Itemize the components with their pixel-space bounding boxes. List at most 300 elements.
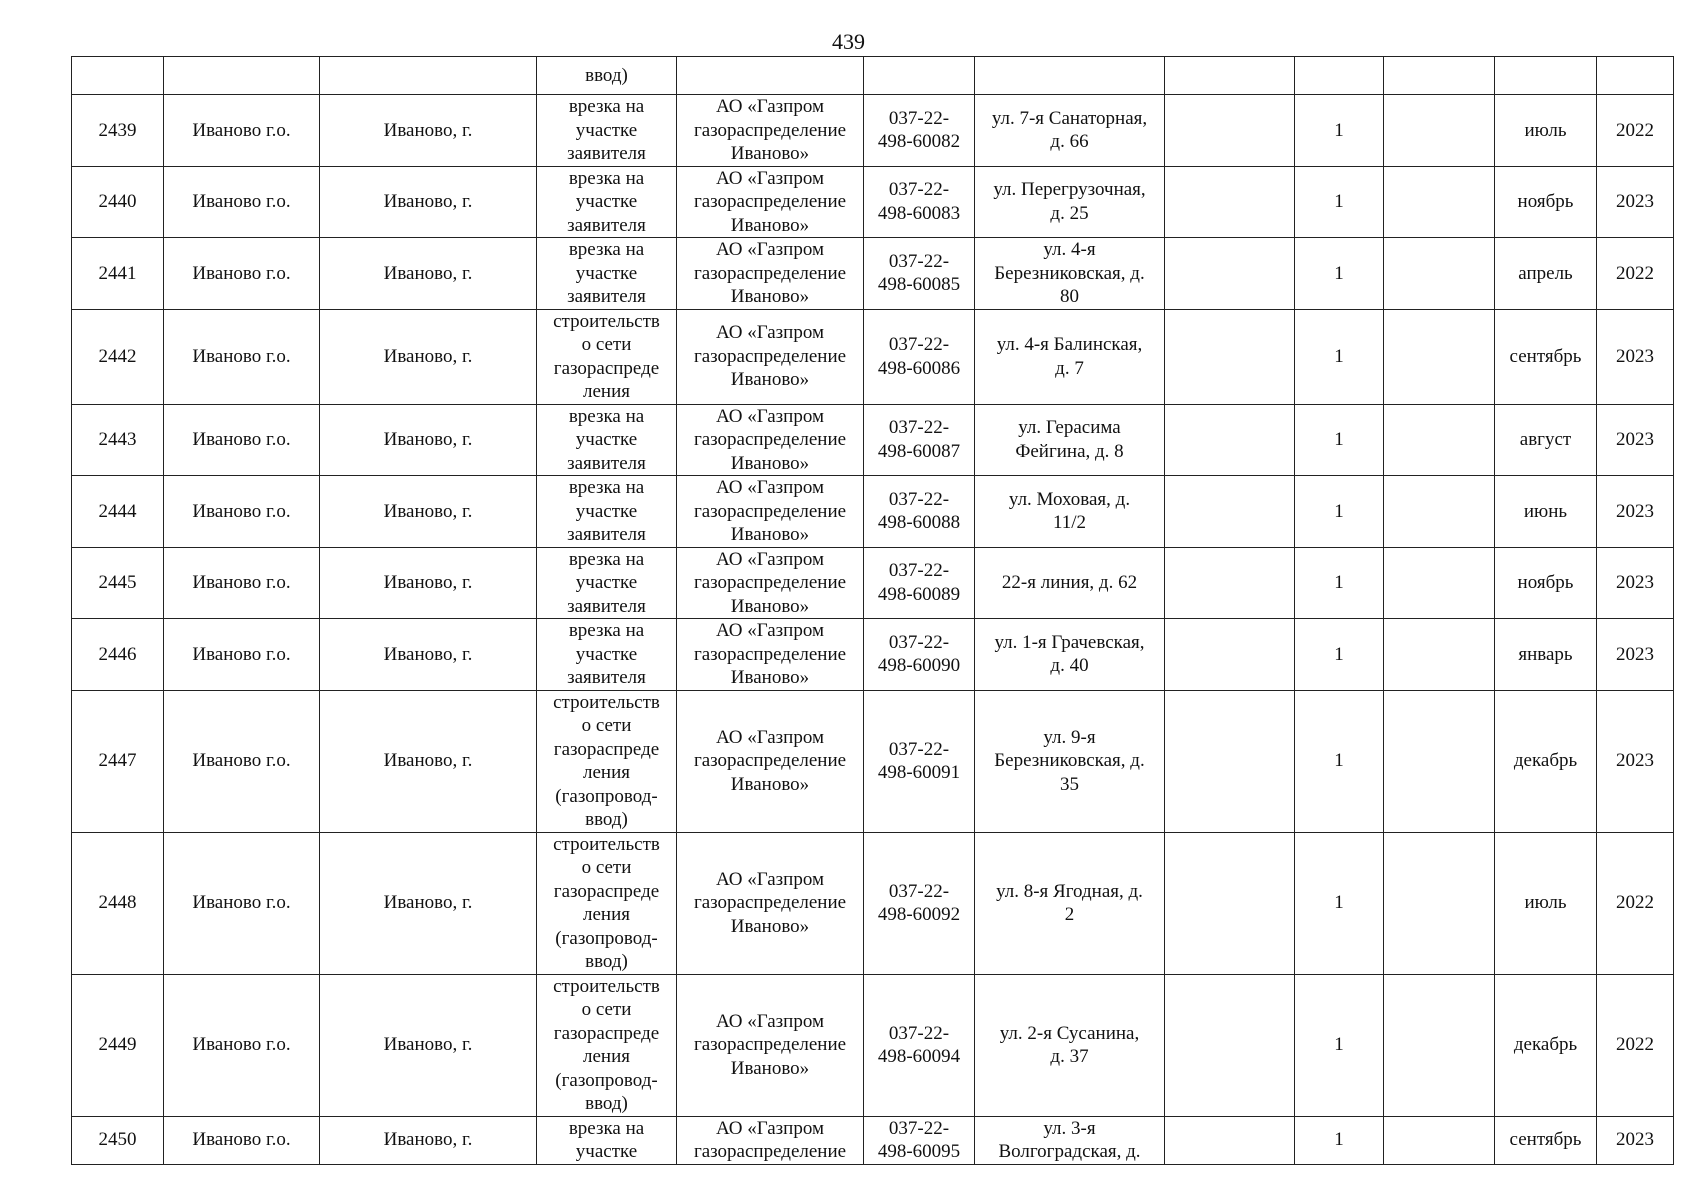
cell-number: 2444: [72, 476, 164, 548]
cell-line: о сети: [581, 999, 632, 1020]
cell-address: [975, 309, 1165, 404]
cell-line: ул. Моховая, д.: [1008, 488, 1131, 510]
cell-empty: [320, 57, 537, 95]
table-row: [72, 476, 1674, 548]
cell-year: 2023: [1597, 547, 1674, 619]
cell-locality: Иваново, г.: [320, 832, 537, 974]
cell-line: заявителя: [567, 595, 646, 617]
cell-line: 35: [1060, 773, 1079, 795]
cell-code: [864, 619, 975, 691]
cell-line: ления: [583, 904, 630, 925]
cell-organization: [677, 166, 864, 238]
table-row: [72, 166, 1674, 238]
cell-locality: Иваново, г.: [320, 619, 537, 691]
cell-address: [975, 690, 1165, 832]
cell-empty: [1384, 547, 1495, 619]
cell-empty: [1384, 476, 1495, 548]
cell-line: газораспреде: [553, 880, 660, 902]
cell-line: 037-22-: [888, 1117, 950, 1139]
cell-organization: [677, 974, 864, 1116]
cell-line: 037-22-: [888, 631, 950, 653]
cell-month: сентябрь: [1495, 1116, 1597, 1164]
cell-code: [864, 95, 975, 167]
cell-line: заявителя: [567, 524, 646, 545]
cell-line: д. 66: [1050, 131, 1089, 153]
cell-number: 2446: [72, 619, 164, 691]
cell-quantity: 1: [1295, 547, 1384, 619]
cell-line: участке: [575, 500, 638, 522]
cell-line: 22-я линия, д. 62: [1001, 572, 1138, 593]
cell-district: Иваново г.о.: [164, 619, 320, 691]
cell-empty: [1165, 404, 1295, 476]
cell-district: Иваново г.о.: [164, 166, 320, 238]
cell-line: ул. 3-я: [1043, 1117, 1096, 1139]
cell-organization: [677, 547, 864, 619]
cell-month: август: [1495, 404, 1597, 476]
cell-empty: [677, 57, 864, 95]
cell-line: 498-60094: [877, 1046, 961, 1067]
cell-line: ул. Перегрузочная,: [993, 179, 1146, 201]
cell-code: [864, 832, 975, 974]
cell-line: о сети: [581, 334, 632, 355]
cell-line: газораспределение: [693, 262, 847, 284]
cell-work-type: [537, 619, 677, 691]
cell-line: заявителя: [567, 286, 646, 307]
cell-locality: Иваново, г.: [320, 166, 537, 238]
table-row: [72, 832, 1674, 974]
cell-number: 2447: [72, 690, 164, 832]
table-row: [72, 404, 1674, 476]
cell-address: [975, 832, 1165, 974]
cell-quantity: 1: [1295, 476, 1384, 548]
cell-line: газораспреде: [553, 357, 660, 379]
cell-month: январь: [1495, 619, 1597, 691]
cell-line: Иваново»: [730, 915, 810, 937]
cell-code: [864, 690, 975, 832]
cell-line: Волгоградская, д.: [998, 1141, 1141, 1162]
cell-line: 498-60089: [877, 583, 961, 605]
cell-empty: [1384, 832, 1495, 974]
cell-line: Фейгина, д. 8: [1015, 440, 1124, 462]
cell-work-type: [537, 1116, 677, 1164]
cell-line: ул. 2-я Сусанина,: [999, 1022, 1140, 1044]
cell-year: 2022: [1597, 832, 1674, 974]
cell-line: врезка на: [568, 239, 645, 260]
cell-line: врезка на: [568, 1117, 645, 1139]
table-row: [72, 974, 1674, 1116]
cell-locality: Иваново, г.: [320, 476, 537, 548]
cell-line: 037-22-: [888, 417, 950, 439]
cell-code: [864, 404, 975, 476]
cell-line: врезка на: [568, 548, 645, 570]
cell-empty: [164, 57, 320, 95]
table-row: [72, 309, 1674, 404]
cell-work-type: [537, 690, 677, 832]
cell-line: заявителя: [567, 214, 646, 236]
cell-district: Иваново г.о.: [164, 547, 320, 619]
cell-line: заявителя: [567, 143, 646, 164]
cell-empty: [1165, 974, 1295, 1116]
cell-address: [975, 547, 1165, 619]
cell-line: АО «Газпром: [715, 1117, 825, 1139]
cell-empty: [1495, 57, 1597, 95]
cell-line: Иваново»: [730, 143, 810, 164]
cell-address: [975, 1116, 1165, 1164]
cell-line: 498-60082: [877, 131, 961, 153]
cell-district: Иваново г.о.: [164, 690, 320, 832]
cell-organization: [677, 832, 864, 974]
cell-number: 2445: [72, 547, 164, 619]
cell-empty: [975, 57, 1165, 95]
cell-line: врезка на: [568, 167, 645, 189]
cell-work-type: [537, 166, 677, 238]
cell-work-type: [537, 974, 677, 1116]
table-row: [72, 619, 1674, 691]
cell-line: 037-22-: [888, 250, 950, 272]
cell-quantity: 1: [1295, 619, 1384, 691]
cell-empty: [1384, 95, 1495, 167]
cell-organization: [677, 690, 864, 832]
cell-quantity: 1: [1295, 95, 1384, 167]
cell-address: [975, 619, 1165, 691]
cell-line: газораспределение: [693, 643, 847, 665]
cell-line: 498-60088: [877, 512, 961, 534]
cell-line: ул. 4-я Балинская,: [996, 334, 1143, 355]
cell-empty: [1165, 166, 1295, 238]
cell-line: 037-22-: [888, 107, 950, 129]
cell-code: [864, 238, 975, 310]
cell-quantity: 1: [1295, 1116, 1384, 1164]
table-row: [72, 1116, 1674, 1164]
cell-line: газораспреде: [553, 1022, 660, 1044]
cell-quantity: 1: [1295, 690, 1384, 832]
cell-line: Иваново»: [730, 452, 810, 474]
cell-empty: [1384, 974, 1495, 1116]
cell-empty: [1165, 309, 1295, 404]
cell-line: АО «Газпром: [715, 167, 825, 189]
cell-quantity: 1: [1295, 238, 1384, 310]
gas-connection-table: [71, 56, 1674, 1165]
cell-month: июль: [1495, 95, 1597, 167]
cell-line: АО «Газпром: [715, 477, 825, 498]
cell-number: 2441: [72, 238, 164, 310]
page-number: 439: [832, 29, 865, 54]
cell-locality: Иваново, г.: [320, 547, 537, 619]
cell-number: 2449: [72, 974, 164, 1116]
cell-number: 2442: [72, 309, 164, 404]
cell-line: врезка на: [568, 96, 645, 117]
cell-line: 498-60092: [877, 904, 961, 925]
cell-organization: [677, 619, 864, 691]
cell-work-type: ввод): [537, 57, 677, 95]
cell-line: 498-60091: [877, 762, 961, 783]
cell-line: ления: [583, 762, 630, 783]
cell-code: [864, 476, 975, 548]
cell-quantity: 1: [1295, 832, 1384, 974]
cell-line: ул. 9-я: [1043, 726, 1096, 748]
cell-locality: Иваново, г.: [320, 95, 537, 167]
cell-line: 037-22-: [888, 1022, 950, 1044]
cell-line: Иваново»: [730, 1057, 810, 1079]
cell-line: участке: [575, 119, 638, 141]
cell-empty: [1384, 690, 1495, 832]
cell-month: ноябрь: [1495, 166, 1597, 238]
cell-organization: [677, 1116, 864, 1164]
cell-empty: [1165, 476, 1295, 548]
cell-line: Иваново»: [730, 286, 810, 307]
cell-line: ления: [583, 1046, 630, 1067]
cell-line: (газопровод-: [555, 1069, 658, 1091]
cell-quantity: 1: [1295, 166, 1384, 238]
cell-organization: [677, 238, 864, 310]
cell-empty: [1384, 619, 1495, 691]
cell-line: участке: [575, 262, 638, 284]
cell-line: ул. 4-я: [1043, 239, 1096, 260]
cell-line: 2: [1064, 904, 1075, 925]
cell-line: газораспределение: [693, 1034, 847, 1056]
cell-number: 2440: [72, 166, 164, 238]
cell-line: заявителя: [567, 452, 646, 474]
cell-line: АО «Газпром: [715, 239, 825, 260]
cell-district: Иваново г.о.: [164, 1116, 320, 1164]
cell-line: газораспределение: [693, 191, 847, 212]
cell-locality: Иваново, г.: [320, 690, 537, 832]
cell-line: (газопровод-: [555, 927, 658, 949]
cell-district: Иваново г.о.: [164, 95, 320, 167]
table-row: [72, 690, 1674, 832]
cell-quantity: 1: [1295, 404, 1384, 476]
cell-line: газораспределение: [693, 892, 847, 914]
cell-number: 2443: [72, 404, 164, 476]
table-row: [72, 547, 1674, 619]
cell-empty: [1384, 57, 1495, 95]
cell-line: АО «Газпром: [715, 868, 825, 890]
cell-line: о сети: [581, 857, 632, 878]
cell-work-type: [537, 547, 677, 619]
cell-line: ления: [583, 381, 630, 402]
cell-locality: Иваново, г.: [320, 404, 537, 476]
cell-code: [864, 1116, 975, 1164]
cell-locality: Иваново, г.: [320, 974, 537, 1116]
cell-line: газораспределение: [693, 345, 847, 367]
cell-line: (газопровод-: [555, 785, 658, 807]
cell-line: 498-60086: [877, 357, 961, 379]
cell-year: 2023: [1597, 476, 1674, 548]
table-row: [72, 95, 1674, 167]
table-row-continuation: [72, 57, 1674, 95]
cell-locality: Иваново, г.: [320, 238, 537, 310]
cell-line: Березниковская, д.: [994, 262, 1145, 284]
cell-line: газораспреде: [553, 738, 660, 760]
cell-organization: [677, 476, 864, 548]
cell-empty: [1165, 690, 1295, 832]
cell-line: газораспределение: [693, 429, 847, 450]
cell-line: д. 37: [1050, 1046, 1089, 1067]
cell-empty: [1165, 619, 1295, 691]
cell-empty: [1384, 1116, 1495, 1164]
cell-line: АО «Газпром: [715, 548, 825, 570]
cell-line: газораспределение: [693, 500, 847, 522]
cell-empty: [1165, 1116, 1295, 1164]
cell-line: 80: [1060, 286, 1079, 307]
cell-line: 498-60083: [877, 202, 961, 224]
cell-empty: [864, 57, 975, 95]
cell-address: [975, 238, 1165, 310]
cell-district: Иваново г.о.: [164, 476, 320, 548]
cell-locality: Иваново, г.: [320, 1116, 537, 1164]
cell-code: [864, 309, 975, 404]
cell-work-type: [537, 309, 677, 404]
cell-line: 037-22-: [888, 560, 950, 582]
cell-code: [864, 547, 975, 619]
cell-line: врезка на: [568, 405, 645, 427]
cell-address: [975, 166, 1165, 238]
cell-month: ноябрь: [1495, 547, 1597, 619]
cell-line: д. 40: [1050, 655, 1089, 677]
cell-empty: [1597, 57, 1674, 95]
cell-month: июнь: [1495, 476, 1597, 548]
cell-line: участке: [575, 1141, 638, 1162]
cell-empty: [1165, 95, 1295, 167]
cell-district: Иваново г.о.: [164, 974, 320, 1116]
cell-work-type: [537, 404, 677, 476]
cell-year: 2023: [1597, 309, 1674, 404]
cell-empty: [1165, 832, 1295, 974]
cell-line: ввод): [585, 809, 628, 830]
cell-line: д. 25: [1050, 202, 1089, 224]
cell-line: ул. 1-я Грачевская,: [994, 631, 1145, 653]
cell-line: участке: [575, 643, 638, 665]
cell-number: 2448: [72, 832, 164, 974]
cell-line: ул. 8-я Ягодная, д.: [996, 880, 1143, 902]
cell-line: строительств: [553, 310, 660, 332]
cell-work-type: [537, 832, 677, 974]
cell-empty: [1384, 309, 1495, 404]
cell-line: Иваново»: [730, 214, 810, 236]
cell-district: Иваново г.о.: [164, 238, 320, 310]
cell-line: Иваново»: [730, 773, 810, 795]
cell-code: [864, 166, 975, 238]
cell-year: 2022: [1597, 974, 1674, 1116]
cell-line: Иваново»: [730, 595, 810, 617]
cell-line: АО «Газпром: [715, 405, 825, 427]
cell-line: 037-22-: [888, 488, 950, 510]
cell-district: Иваново г.о.: [164, 404, 320, 476]
cell-line: 498-60087: [877, 440, 961, 462]
cell-line: газораспределение: [693, 572, 847, 593]
cell-line: газораспределение: [693, 750, 847, 772]
cell-line: газораспределение: [693, 1141, 847, 1162]
cell-line: 037-22-: [888, 179, 950, 201]
cell-number: 2439: [72, 95, 164, 167]
cell-organization: [677, 309, 864, 404]
cell-empty: [1165, 547, 1295, 619]
cell-work-type: [537, 95, 677, 167]
cell-line: ул. Герасима: [1018, 417, 1121, 439]
cell-empty: [1165, 57, 1295, 95]
cell-line: Березниковская, д.: [994, 750, 1145, 772]
cell-line: строительств: [553, 691, 660, 713]
cell-year: 2023: [1597, 619, 1674, 691]
cell-empty: [1295, 57, 1384, 95]
cell-organization: [677, 95, 864, 167]
cell-line: участке: [575, 572, 638, 593]
cell-line: 037-22-: [888, 880, 950, 902]
cell-line: д. 7: [1055, 357, 1084, 379]
cell-month: декабрь: [1495, 690, 1597, 832]
cell-line: Иваново»: [730, 667, 810, 688]
cell-line: АО «Газпром: [715, 1010, 825, 1032]
cell-month: сентябрь: [1495, 309, 1597, 404]
cell-line: врезка на: [568, 620, 645, 641]
cell-line: АО «Газпром: [715, 726, 825, 748]
cell-year: 2022: [1597, 238, 1674, 310]
cell-line: заявителя: [567, 667, 646, 688]
cell-work-type: [537, 238, 677, 310]
cell-district: Иваново г.о.: [164, 309, 320, 404]
cell-line: АО «Газпром: [715, 96, 825, 117]
cell-line: участке: [575, 429, 638, 450]
cell-line: 037-22-: [888, 334, 950, 355]
cell-empty: [1384, 166, 1495, 238]
cell-line: АО «Газпром: [715, 620, 825, 641]
cell-address: [975, 974, 1165, 1116]
cell-line: 498-60085: [877, 274, 961, 296]
cell-organization: [677, 404, 864, 476]
cell-year: 2023: [1597, 1116, 1674, 1164]
cell-line: о сети: [581, 715, 632, 736]
cell-work-type: [537, 476, 677, 548]
cell-address: [975, 476, 1165, 548]
cell-quantity: 1: [1295, 309, 1384, 404]
cell-line: строительств: [553, 975, 660, 997]
cell-line: ввод): [585, 1093, 628, 1114]
cell-year: 2023: [1597, 404, 1674, 476]
cell-line: 498-60090: [877, 655, 961, 677]
cell-line: газораспределение: [693, 119, 847, 141]
cell-code: [864, 974, 975, 1116]
cell-line: ул. 7-я Санаторная,: [991, 107, 1148, 129]
cell-line: 498-60095: [877, 1141, 961, 1162]
cell-address: [975, 404, 1165, 476]
cell-quantity: 1: [1295, 974, 1384, 1116]
cell-district: Иваново г.о.: [164, 832, 320, 974]
cell-line: АО «Газпром: [715, 322, 825, 344]
cell-empty: [1165, 238, 1295, 310]
table-body: [72, 57, 1674, 1165]
cell-year: 2023: [1597, 690, 1674, 832]
cell-line: врезка на: [568, 477, 645, 498]
cell-line: Иваново»: [730, 369, 810, 391]
cell-locality: Иваново, г.: [320, 309, 537, 404]
cell-month: июль: [1495, 832, 1597, 974]
cell-line: Иваново»: [730, 524, 810, 545]
cell-empty: [1384, 404, 1495, 476]
cell-month: декабрь: [1495, 974, 1597, 1116]
table-row: [72, 238, 1674, 310]
cell-empty: [72, 57, 164, 95]
cell-month: апрель: [1495, 238, 1597, 310]
cell-line: 037-22-: [888, 738, 950, 760]
cell-line: ввод): [585, 951, 628, 972]
cell-empty: [1384, 238, 1495, 310]
cell-year: 2022: [1597, 95, 1674, 167]
cell-line: 11/2: [1052, 512, 1087, 534]
cell-year: 2023: [1597, 166, 1674, 238]
cell-line: строительств: [553, 833, 660, 855]
cell-address: [975, 95, 1165, 167]
cell-number: 2450: [72, 1116, 164, 1164]
